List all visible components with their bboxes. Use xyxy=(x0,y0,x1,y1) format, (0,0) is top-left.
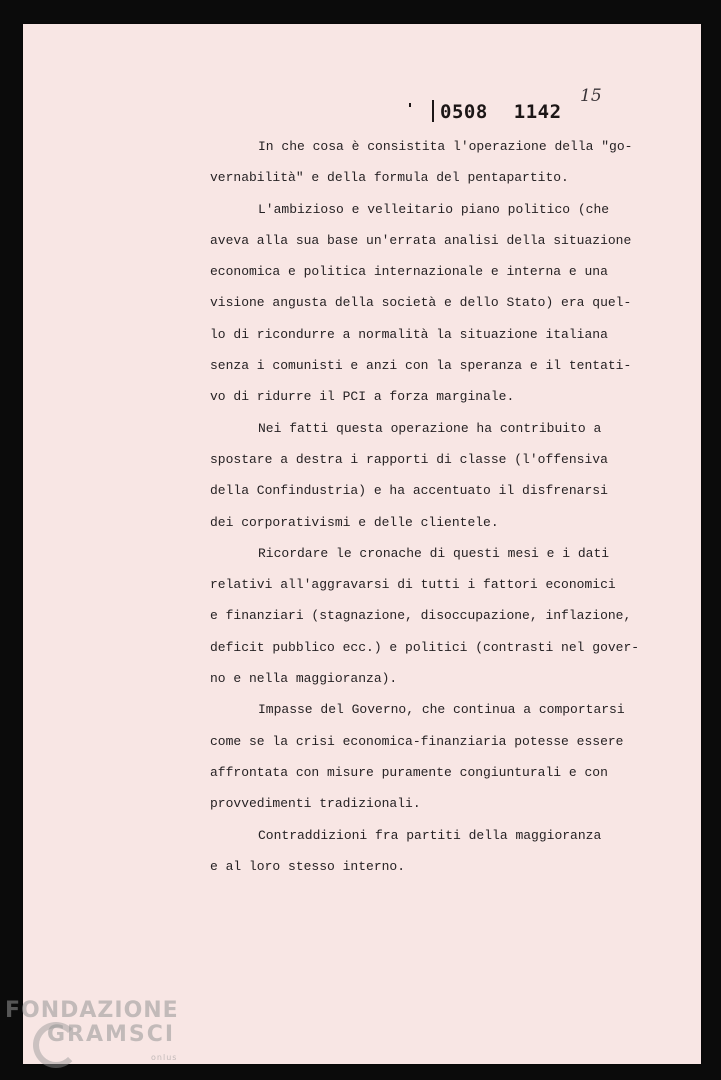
text-line: In che cosa è consistita l'operazione della "go- xyxy=(258,139,633,154)
text-line: vo di ridurre il PCI a forza marginale. xyxy=(210,389,515,405)
paragraph xyxy=(210,131,633,194)
text-line: no e nella maggioranza). xyxy=(210,671,398,687)
paragraph xyxy=(210,538,640,694)
paragraph xyxy=(210,820,602,883)
text-line: economica e politica internazionale e interna e una xyxy=(210,264,608,280)
text-line: della Confindustria) e ha accentuato il disfrenarsi xyxy=(210,483,608,499)
text-line: Nei fatti questa operazione ha contribuito a xyxy=(258,420,602,436)
text-line: Impasse del Governo, che continua a comportarsi xyxy=(258,702,625,718)
watermark-logo-icon xyxy=(33,1022,79,1068)
text-line: lo di ricondurre a normalità la situazione italiana xyxy=(210,326,608,342)
text-line: dei corporativismi e delle clientele. xyxy=(210,514,499,530)
handwritten-folio: 15 xyxy=(580,86,602,106)
stamp-number-right: 1142 xyxy=(513,101,562,123)
text-line: L'ambizioso e velleitario piano politico (che xyxy=(258,201,610,217)
text-line: aveva alla sua base un'errata analisi della situazione xyxy=(210,232,632,248)
stamp-number-left: 0508 xyxy=(440,101,488,123)
text-line: e finanziari (stagnazione, disoccupazione, inflazione, xyxy=(210,608,632,624)
watermark-small: onlus xyxy=(151,1053,178,1062)
text-line: Ricordare le cronache di questi mesi e i dati xyxy=(258,545,610,561)
text-line: spostare a destra i rapporti di classe (l'offensiva xyxy=(210,451,608,467)
archive-stamp xyxy=(432,100,562,123)
text-line: visione angusta della società e dello Stato) era quel- xyxy=(210,295,632,311)
text-line: relativi all'aggravarsi di tutti i fattori economici xyxy=(210,577,616,593)
text-line: provvedimenti tradizionali. xyxy=(210,796,421,812)
stamp-bar xyxy=(432,100,434,122)
fondazione-gramsci-watermark xyxy=(5,998,179,1062)
text-line: deficit pubblico ecc.) e politici (contrasti nel gover- xyxy=(210,639,640,655)
text-line: Contraddizioni fra partiti della maggioranza xyxy=(258,827,602,843)
paragraph xyxy=(210,194,632,413)
stamp-tick xyxy=(409,103,411,107)
text-line: senza i comunisti e anzi con la speranza e il tentati- xyxy=(210,358,632,374)
paragraph xyxy=(210,413,608,538)
text-line: affrontata con misure puramente congiunturali e con xyxy=(210,764,608,780)
watermark-line1: FONDAZIONE xyxy=(5,998,179,1023)
typed-text-body xyxy=(210,131,640,882)
paragraph xyxy=(210,694,625,819)
text-line: e al loro stesso interno. xyxy=(210,858,406,874)
text-line: come se la crisi economica-finanziaria potesse essere xyxy=(210,733,624,749)
watermark-line2: GRAMSCI xyxy=(47,1022,176,1047)
text-line: vernabilità" e della formula del pentapartito. xyxy=(210,170,569,186)
